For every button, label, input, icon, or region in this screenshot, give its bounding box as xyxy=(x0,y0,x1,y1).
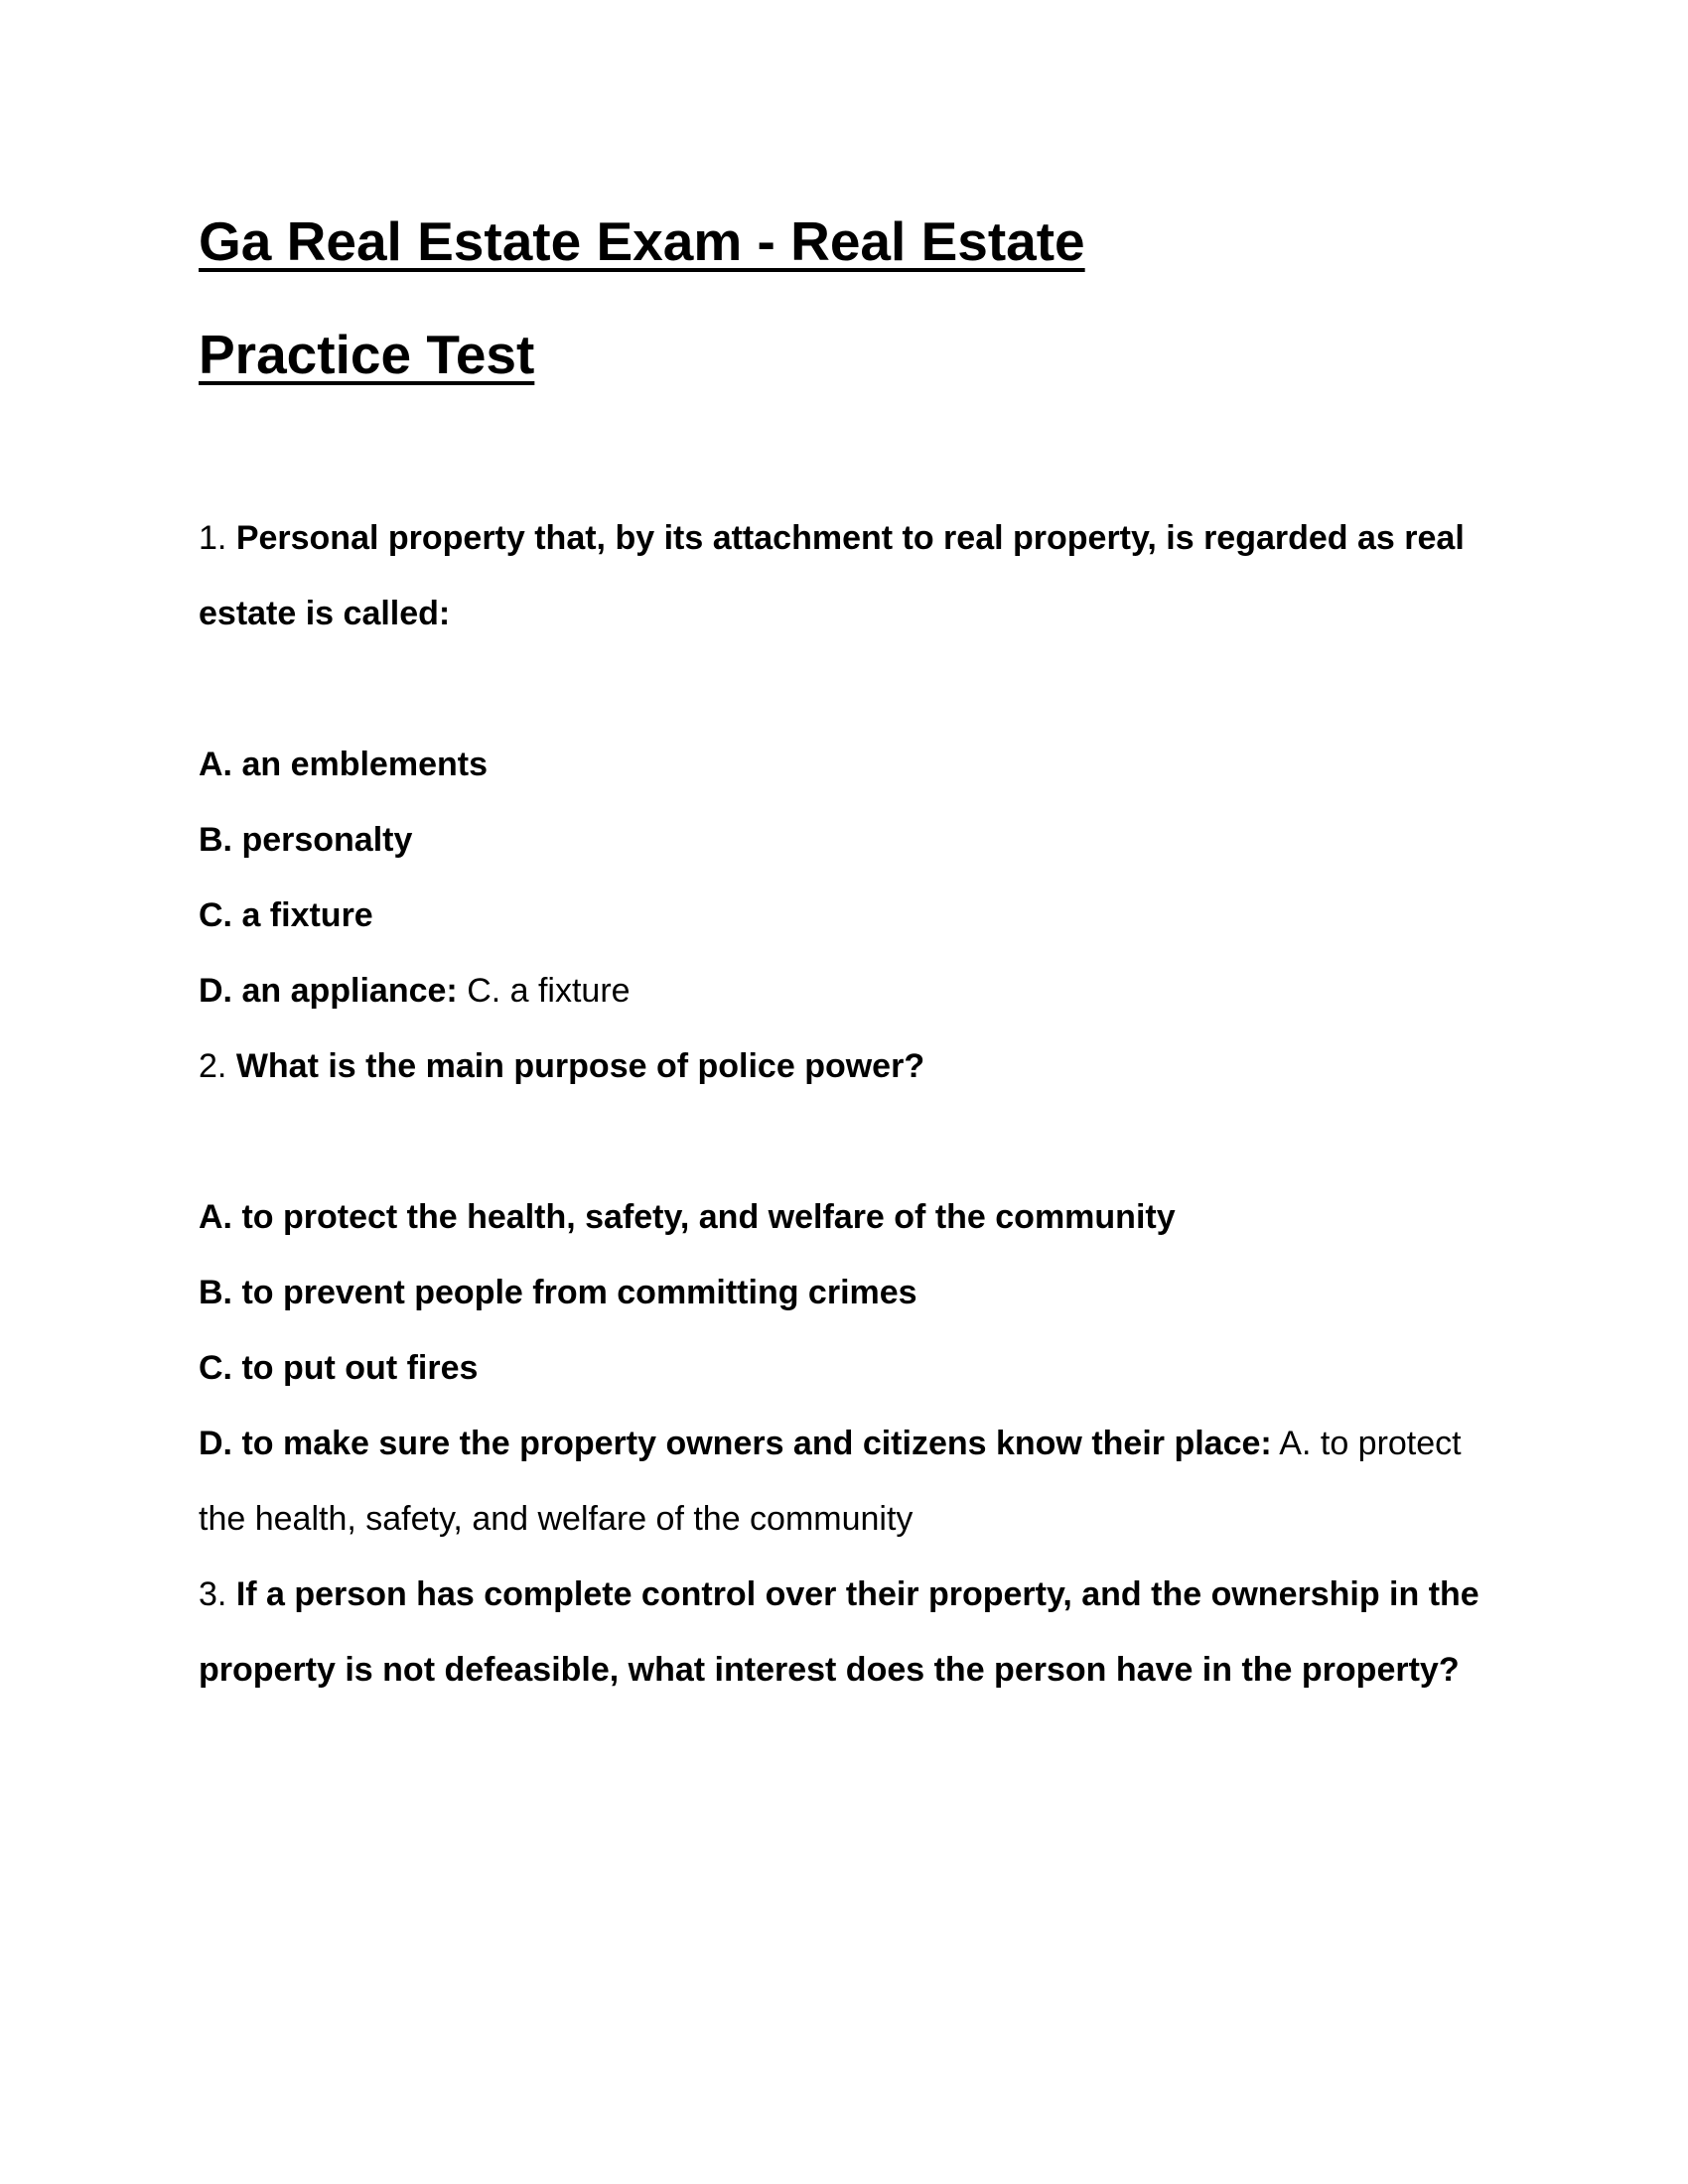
blank-line xyxy=(199,651,1509,727)
question-text: Personal property that, by its attachment to real property, is regarded as real estate is called: xyxy=(199,519,1465,632)
question-3 xyxy=(199,1557,1509,1707)
question-text: What is the main purpose of police power? xyxy=(235,1047,925,1085)
option: B. personalty xyxy=(199,821,413,859)
answer: A. to protect the health, safety, and welfare of the community xyxy=(199,1425,1462,1538)
document-title xyxy=(199,185,1509,411)
blank-line xyxy=(199,1104,1509,1179)
option: A. an emblements xyxy=(199,746,488,783)
title-line-2: Practice Test xyxy=(199,324,535,385)
option-with-answer: D. to make sure the property owners and citizens know their place: A. to protect the health, safety, and welfare of the community xyxy=(199,1425,1462,1538)
option: C. a fixture xyxy=(199,896,373,934)
option: B. to prevent people from committing crimes xyxy=(199,1274,917,1311)
question-number: 2. xyxy=(199,1047,227,1085)
option-with-answer: D. an appliance: C. a fixture xyxy=(199,972,631,1010)
document-page xyxy=(199,185,1509,1707)
title-line-1: Ga Real Estate Exam - Real Estate xyxy=(199,210,1085,272)
option: C. to put out fires xyxy=(199,1349,479,1387)
option: A. to protect the health, safety, and welfare of the community xyxy=(199,1198,1176,1236)
question-number: 3. xyxy=(199,1575,227,1613)
answer: C. a fixture xyxy=(467,972,631,1010)
document-body xyxy=(199,500,1509,1707)
question-number: 1. xyxy=(199,519,227,557)
question-1 xyxy=(199,500,1509,651)
question-2 xyxy=(199,1028,1509,1104)
question-text: If a person has complete control over their property, and the ownership in the property is not defeasible, what interest does the person have in the property? xyxy=(199,1575,1479,1689)
